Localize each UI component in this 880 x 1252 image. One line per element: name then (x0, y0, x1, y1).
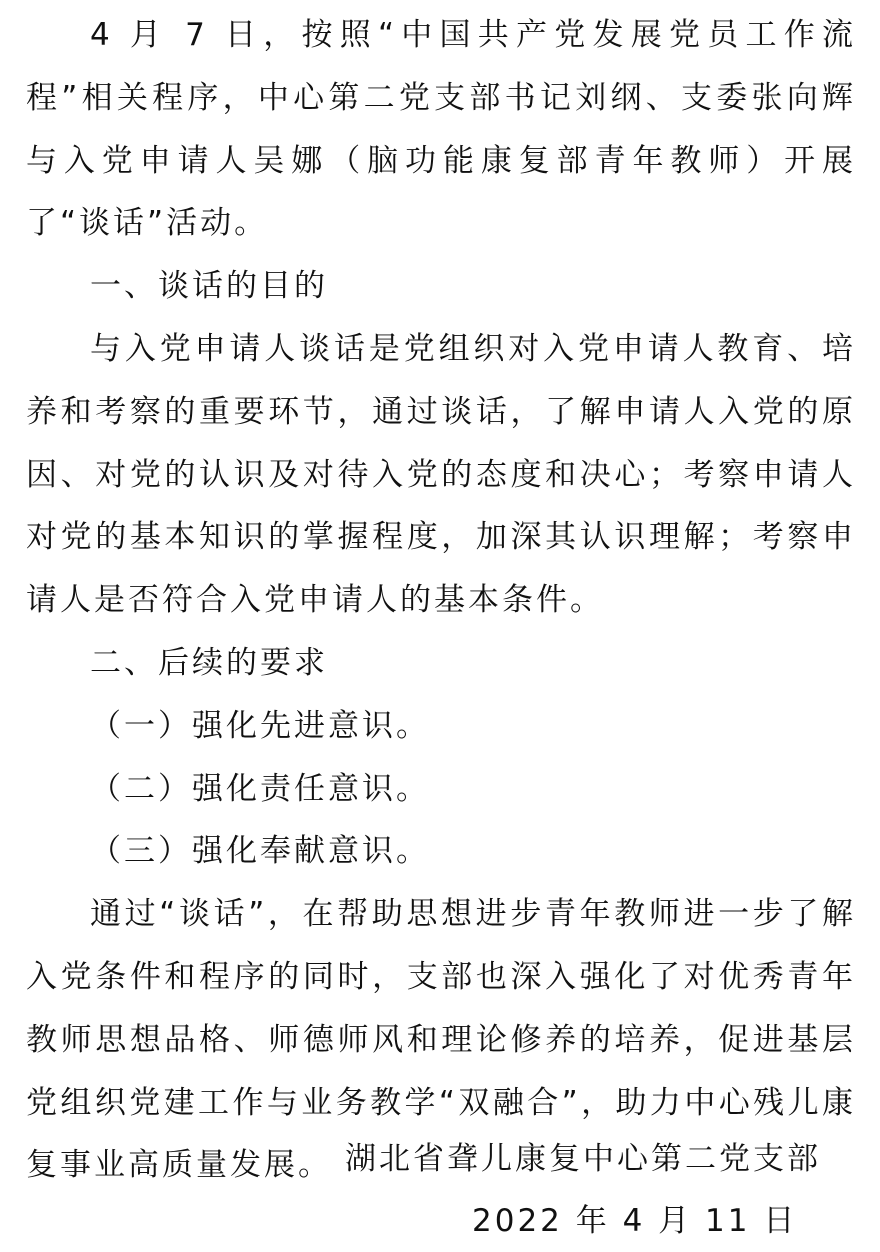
requirement-item-3: （三）强化奉献意识。 (90, 833, 430, 870)
requirement-item-2: （二）强化责任意识。 (90, 770, 430, 807)
paragraph-conclusion: 通过“谈话”，在帮助思想进步青年教师进一步了解入党条件和程序的同时，支部也深入强化了对优秀青年教师思想品格、师德师风和理论修养的培养，促进基层党组织党建工作与业务教学“双融合”，助力中心残儿康复事业高质量发展。 (26, 896, 856, 1184)
paragraph-intro: 4 月 7 日，按照“中国共产党发展党员工作流程”相关程序，中心第二党支部书记刘纲、支委张向辉与入党申请人吴娜（脑功能康复部青年教师）开展了“谈话”活动。 (26, 17, 856, 242)
signature-date: 2022 年 4 月 11 日 (472, 1203, 798, 1239)
signature-organization: 湖北省聋儿康复中心第二党支部 (345, 1141, 821, 1177)
section-heading-purpose: 一、谈话的目的 (90, 268, 328, 305)
paragraph-purpose: 与入党申请人谈话是党组织对入党申请人教育、培养和考察的重要环节，通过谈话，了解申请人入党的原因、对党的认识及对待入党的态度和决心；考察申请人对党的基本知识的掌握程度，加深其认识理解；考察申请人是否符合入党申请人的基本条件。 (26, 330, 856, 619)
section-heading-requirements: 二、后续的要求 (90, 644, 328, 681)
document-body (26, 4, 856, 1197)
requirement-item-1: （一）强化先进意识。 (90, 707, 430, 744)
